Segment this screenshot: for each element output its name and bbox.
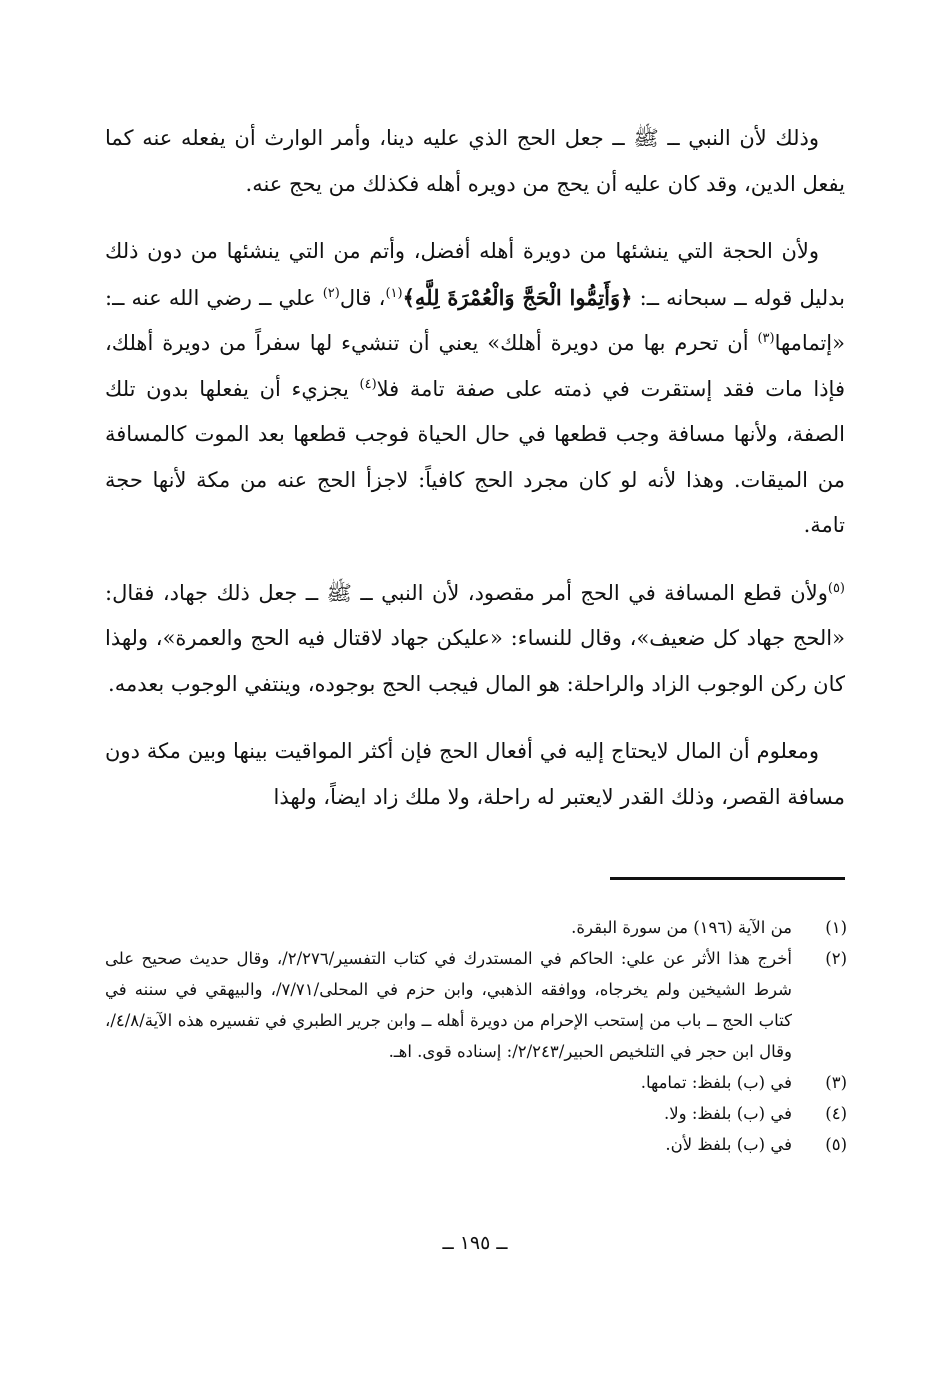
paragraph-2-text-c: علي ــ رضي الله عنه ــ: «إتمامها <box>105 285 845 355</box>
footnote-number: (٤) <box>825 1104 847 1123</box>
footnote-ref-3: (٣) <box>757 331 775 346</box>
footnote-number: (٢) <box>825 949 847 968</box>
footnote-text: من الآية (١٩٦) من سورة البقرة. <box>571 918 792 937</box>
footnote-2 <box>105 943 847 1067</box>
footnote-separator <box>610 877 845 880</box>
paragraph-2 <box>105 229 845 549</box>
footnote-3 <box>105 1067 847 1098</box>
footnotes <box>105 912 847 1160</box>
footnote-ref-2: (٢) <box>322 285 340 301</box>
footnote-text: في (ب) بلفظ: تمامها. <box>640 1073 792 1092</box>
footnote-number: (١) <box>825 918 847 937</box>
footnote-ref-5: (٥) <box>827 580 845 596</box>
footnote-ref-1: (١) <box>385 285 403 301</box>
paragraph-2-text-e: يجزيء أن يفعلها بدون تلك الصفة، ولأنها مسافة وجب قطعها في حال الحياة فوجب قطعها بعد الموت كالمسافة من الميقات. وهذا لأنه لو كان مجرد الحج كافياً: لاجزأ الحج عنه من مكة لأنها حجة تامة. <box>105 376 845 537</box>
footnote-ref-4: (٤) <box>359 376 377 392</box>
footnote-5 <box>105 1129 847 1160</box>
footnote-number: (٥) <box>825 1135 847 1154</box>
paragraph-4-text: ومعلوم أن المال لايحتاج إليه في أفعال الحج فإن أكثر المواقيت بينها وبين مكة دون مسافة القصر، وذلك القدر لايعتبر له راحلة، ولا ملك زاد ايضاً، ولهذا <box>105 739 845 809</box>
footnote-text: أخرج هذا الأثر عن علي: الحاكم في المستدرك في كتاب التفسير/٢/٢٧٦/، وقال حديث صحيح على شرط الشيخين ولم يخرجاه، ووافقه الذهبي، وابن حزم في المحلى/٧/٧١/، والبيهقي في سننه في كتاب الحج ــ باب من إستحب الإحرام من دويرة أهله ــ وابن جرير الطبري في تفسيره هذه الآية/٤/٨/، وقال ابن حجر في التلخيص الحبير/٢/٢٤٣/: إسناده قوى. اهـ. <box>105 949 792 1061</box>
footnote-number: (٣) <box>825 1073 847 1092</box>
paragraph-2-text-d: أن تحرم بها من دويرة أهلك» يعني أن تنشيء لها سفراً من دويرة أهلك، فإذا مات فقد إستقرت في ذمته على صفة تامة فلا <box>105 331 845 401</box>
footnote-text: في (ب) بلفظ لأن. <box>665 1135 792 1154</box>
paragraph-2-text-a: ولأن الحجة التي ينشئها من دويرة أهله أفضل، وأتم من التي ينشئها من دون ذلك بدليل قوله ــ سبحانه ــ: <box>105 239 845 310</box>
footnote-text: في (ب) بلفظ: ولا. <box>663 1104 792 1123</box>
footnote-4 <box>105 1098 847 1129</box>
paragraph-4 <box>105 729 845 820</box>
paragraph-3 <box>105 571 845 708</box>
main-text <box>105 116 845 820</box>
paragraph-1 <box>105 116 845 207</box>
quran-verse: ﴿وَأَتِمُّوا الْحَجَّ وَالْعُمْرَةَ لِلَّهِ﴾ <box>402 284 633 310</box>
paragraph-1-text: وذلك لأن النبي ــ ﷺ ــ جعل الحج الذي عليه دينا، وأمر الوارث أن يفعله عنه كما يفعل الدين، وقد كان عليه أن يحج من دويره أهله فكذلك من يحج عنه. <box>105 126 845 196</box>
paragraph-2-text-b: ، قال <box>339 285 386 310</box>
page-number: ــ ١٩٥ ــ <box>442 1232 508 1254</box>
paragraph-3-text: ولأن قطع المسافة في الحج أمر مقصود، لأن النبي ــ ﷺ ــ جعل ذلك جهاد، فقال: «الحج جهاد كل ضعيف»، وقال للنساء: «عليكن جهاد لاقتال فيه الحج والعمرة»، ولهذا كان ركن الوجوب الزاد والراحلة: هو المال فيجب الحج بوجوده، وينتفي الوجوب بعدمه. <box>105 580 845 696</box>
footnote-1 <box>105 912 847 943</box>
